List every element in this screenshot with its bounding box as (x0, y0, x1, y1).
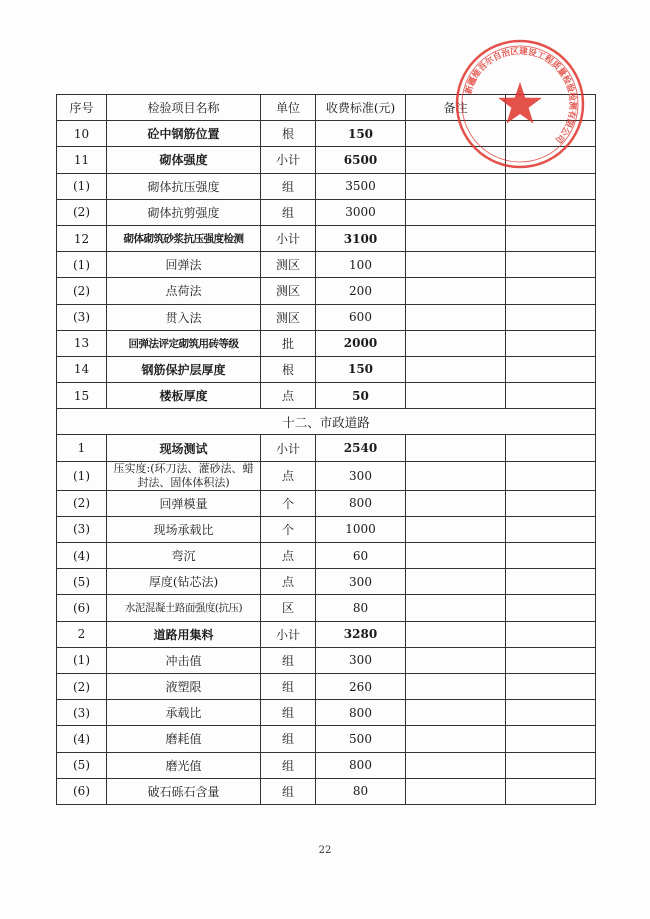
row-seq: 10 (57, 121, 107, 147)
table-row (57, 778, 596, 804)
row-blank (506, 252, 596, 278)
row-item-name: 贯入法 (107, 304, 261, 330)
table-row (57, 173, 596, 199)
row-fee: 50 (316, 383, 406, 409)
table-row (57, 435, 596, 461)
table-row (57, 383, 596, 409)
row-item-name: 磨光值 (107, 752, 261, 778)
row-fee: 300 (316, 461, 406, 490)
row-unit: 小计 (261, 621, 316, 647)
row-fee: 300 (316, 647, 406, 673)
header-blank (506, 95, 596, 121)
row-unit: 小计 (261, 435, 316, 461)
row-seq: (4) (57, 726, 107, 752)
row-item-name: 冲击值 (107, 647, 261, 673)
row-item-name: 液塑限 (107, 673, 261, 699)
seal-text: 新疆维吾尔自治区建设工程质量检验检测有限公司 (463, 46, 578, 145)
row-unit: 测区 (261, 304, 316, 330)
row-blank (506, 490, 596, 516)
row-remark (406, 383, 506, 409)
row-remark (406, 121, 506, 147)
row-seq: (1) (57, 173, 107, 199)
row-blank (506, 147, 596, 173)
row-unit: 个 (261, 490, 316, 516)
row-blank (506, 543, 596, 569)
row-unit: 区 (261, 595, 316, 621)
row-fee: 6500 (316, 147, 406, 173)
table-row (57, 356, 596, 382)
row-fee: 800 (316, 490, 406, 516)
row-seq: (2) (57, 199, 107, 225)
row-fee: 60 (316, 543, 406, 569)
row-blank (506, 461, 596, 490)
table-body-municipal-road (57, 435, 596, 804)
row-unit: 组 (261, 778, 316, 804)
row-remark (406, 356, 506, 382)
row-item-name: 砌体强度 (107, 147, 261, 173)
row-seq: 14 (57, 356, 107, 382)
row-unit: 点 (261, 543, 316, 569)
row-unit: 小计 (261, 225, 316, 251)
row-fee: 80 (316, 595, 406, 621)
header-seq: 序号 (57, 95, 107, 121)
section-row (57, 409, 596, 435)
table-body-structural (57, 121, 596, 409)
row-fee: 3100 (316, 225, 406, 251)
row-seq: 11 (57, 147, 107, 173)
row-seq: (3) (57, 700, 107, 726)
row-remark (406, 461, 506, 490)
row-seq: (6) (57, 778, 107, 804)
row-seq: (3) (57, 516, 107, 542)
row-seq: 13 (57, 330, 107, 356)
table-row (57, 543, 596, 569)
table-row (57, 647, 596, 673)
row-item-name: 现场测试 (107, 435, 261, 461)
row-blank (506, 673, 596, 699)
row-blank (506, 621, 596, 647)
row-item-name: 道路用集料 (107, 621, 261, 647)
row-unit: 个 (261, 516, 316, 542)
row-unit: 批 (261, 330, 316, 356)
row-remark (406, 621, 506, 647)
row-item-name: 砌体抗压强度 (107, 173, 261, 199)
row-blank (506, 569, 596, 595)
table-row (57, 516, 596, 542)
row-fee: 150 (316, 356, 406, 382)
row-blank (506, 225, 596, 251)
row-remark (406, 543, 506, 569)
table-row (57, 330, 596, 356)
row-unit: 组 (261, 173, 316, 199)
table-row (57, 199, 596, 225)
row-remark (406, 330, 506, 356)
row-unit: 点 (261, 569, 316, 595)
row-seq: 12 (57, 225, 107, 251)
row-remark (406, 647, 506, 673)
row-unit: 组 (261, 726, 316, 752)
row-blank (506, 173, 596, 199)
row-item-name: 回弹法 (107, 252, 261, 278)
table-row (57, 121, 596, 147)
row-remark (406, 173, 506, 199)
table-row (57, 252, 596, 278)
row-item-name: 水泥混凝土路面强度(抗压) (107, 595, 261, 621)
row-seq: 2 (57, 621, 107, 647)
row-seq: (2) (57, 490, 107, 516)
table-row (57, 726, 596, 752)
row-remark (406, 252, 506, 278)
row-blank (506, 726, 596, 752)
row-remark (406, 569, 506, 595)
row-remark (406, 700, 506, 726)
table-row (57, 304, 596, 330)
row-item-name: 压实度:(环刀法、灌砂法、蜡封法、固体体积法) (107, 461, 261, 490)
row-blank (506, 435, 596, 461)
row-blank (506, 700, 596, 726)
row-remark (406, 778, 506, 804)
row-seq: (5) (57, 752, 107, 778)
row-fee: 260 (316, 673, 406, 699)
row-unit: 小计 (261, 147, 316, 173)
table-row (57, 278, 596, 304)
section-title: 十二、市政道路 (57, 409, 596, 435)
row-item-name: 回弹模量 (107, 490, 261, 516)
table-row (57, 700, 596, 726)
row-unit: 测区 (261, 252, 316, 278)
row-unit: 组 (261, 700, 316, 726)
row-unit: 组 (261, 199, 316, 225)
fee-table (56, 94, 596, 805)
table-row (57, 490, 596, 516)
table-row (57, 673, 596, 699)
row-seq: 1 (57, 435, 107, 461)
row-fee: 100 (316, 252, 406, 278)
row-seq: (1) (57, 647, 107, 673)
table-row (57, 752, 596, 778)
row-remark (406, 199, 506, 225)
row-item-name: 弯沉 (107, 543, 261, 569)
row-blank (506, 330, 596, 356)
row-seq: (1) (57, 461, 107, 490)
row-blank (506, 199, 596, 225)
row-fee: 300 (316, 569, 406, 595)
row-unit: 根 (261, 121, 316, 147)
row-fee: 3000 (316, 199, 406, 225)
row-remark (406, 435, 506, 461)
row-blank (506, 647, 596, 673)
row-item-name: 磨耗值 (107, 726, 261, 752)
row-fee: 1000 (316, 516, 406, 542)
row-unit: 组 (261, 673, 316, 699)
row-blank (506, 516, 596, 542)
row-remark (406, 225, 506, 251)
row-item-name: 承载比 (107, 700, 261, 726)
row-item-name: 砌体砌筑砂浆抗压强度检测 (107, 225, 261, 251)
row-seq: (4) (57, 543, 107, 569)
table-row (57, 621, 596, 647)
row-seq: (2) (57, 278, 107, 304)
table-row (57, 595, 596, 621)
row-remark (406, 752, 506, 778)
row-blank (506, 595, 596, 621)
row-item-name: 厚度(钻芯法) (107, 569, 261, 595)
row-item-name: 现场承载比 (107, 516, 261, 542)
row-fee: 3500 (316, 173, 406, 199)
row-seq: (1) (57, 252, 107, 278)
row-remark (406, 147, 506, 173)
row-remark (406, 516, 506, 542)
row-fee: 80 (316, 778, 406, 804)
row-unit: 组 (261, 647, 316, 673)
row-item-name: 破石砾石含量 (107, 778, 261, 804)
row-item-name: 砼中钢筋位置 (107, 121, 261, 147)
header-row (57, 95, 596, 121)
row-unit: 测区 (261, 278, 316, 304)
row-seq: 15 (57, 383, 107, 409)
table-row (57, 461, 596, 490)
row-item-name: 点荷法 (107, 278, 261, 304)
table-row (57, 569, 596, 595)
row-fee: 3280 (316, 621, 406, 647)
row-unit: 根 (261, 356, 316, 382)
row-remark (406, 726, 506, 752)
row-blank (506, 356, 596, 382)
row-unit: 点 (261, 461, 316, 490)
row-seq: (5) (57, 569, 107, 595)
row-seq: (2) (57, 673, 107, 699)
row-unit: 组 (261, 752, 316, 778)
row-item-name: 楼板厚度 (107, 383, 261, 409)
table-row (57, 225, 596, 251)
row-remark (406, 595, 506, 621)
row-item-name: 砌体抗剪强度 (107, 199, 261, 225)
row-seq: (6) (57, 595, 107, 621)
row-remark (406, 490, 506, 516)
row-fee: 150 (316, 121, 406, 147)
header-name: 检验项目名称 (107, 95, 261, 121)
row-blank (506, 778, 596, 804)
row-item-name: 钢筋保护层厚度 (107, 356, 261, 382)
row-fee: 600 (316, 304, 406, 330)
row-remark (406, 673, 506, 699)
row-item-name: 回弹法评定砌筑用砖等级 (107, 330, 261, 356)
row-fee: 800 (316, 752, 406, 778)
row-blank (506, 383, 596, 409)
row-blank (506, 752, 596, 778)
table-row (57, 147, 596, 173)
row-blank (506, 304, 596, 330)
row-fee: 800 (316, 700, 406, 726)
header-remark: 备注 (406, 95, 506, 121)
row-unit: 点 (261, 383, 316, 409)
row-blank (506, 121, 596, 147)
row-fee: 200 (316, 278, 406, 304)
row-fee: 500 (316, 726, 406, 752)
row-blank (506, 278, 596, 304)
page-number: 22 (318, 845, 332, 856)
row-seq: (3) (57, 304, 107, 330)
row-remark (406, 304, 506, 330)
header-unit: 单位 (261, 95, 316, 121)
row-fee: 2540 (316, 435, 406, 461)
row-fee: 2000 (316, 330, 406, 356)
row-remark (406, 278, 506, 304)
header-fee: 收费标准(元) (316, 95, 406, 121)
